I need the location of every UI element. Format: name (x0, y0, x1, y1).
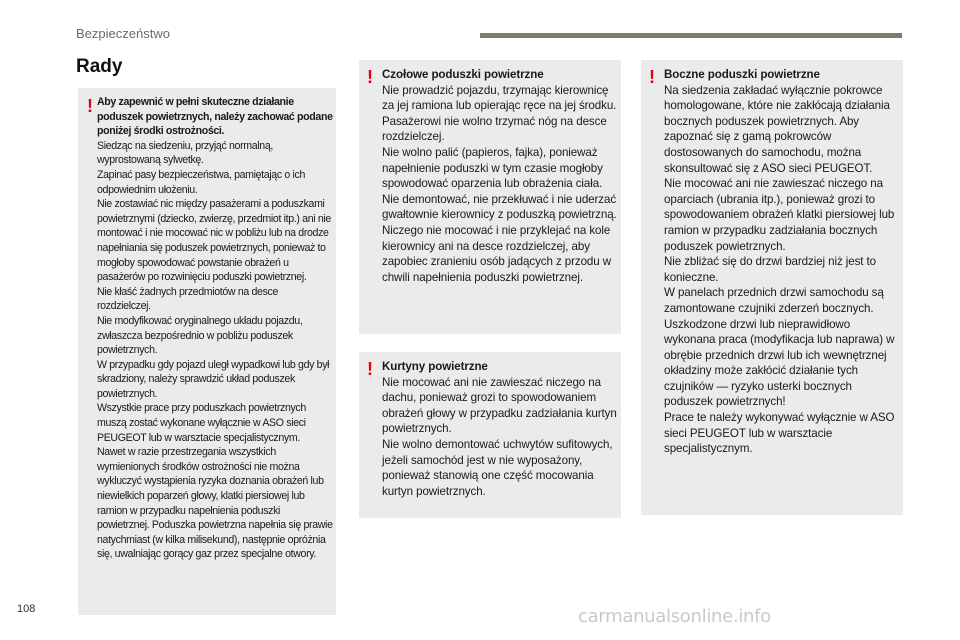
front-airbags-content (382, 67, 618, 285)
watermark: carmanualsonline.info (578, 606, 771, 627)
curtain-airbags-title: Kurtyny powietrzne (382, 360, 488, 373)
page-number: 108 (17, 603, 36, 615)
page-title: Rady (76, 56, 123, 77)
side-airbags-content (664, 67, 900, 457)
front-airbags-box (359, 60, 621, 334)
header-divider-bar (480, 33, 902, 38)
front-airbags-text: Nie prowadzić pojazdu, trzymając kierownicę za jej ramiona lub opierając ręce na jej środku. Pasażerowi nie wolno trzymać nóg na desce rozdzielczej. Nie wolno palić (papieros, fajka), ponieważ napełnienie poduszki w tym czasie mogłoby spowodować oparzenia lub obrażenia ciała. Nie demontować, nie przekłuwać i nie uderzać gwałtownie kierownicy z poduszką powietrzną. Niczego nie mocować i nie przyklejać na kole kierownicy ani na desce rozdzielczej, aby zapobiec zranieniu osób jadących z przodu w chwili napełnienia poduszki powietrznej. (382, 83, 617, 284)
warning-icon: ! (367, 67, 373, 87)
main-warning-text: Siedząc na siedzeniu, przyjąć normalną, wyprostowaną sylwetkę. Zapinać pasy bezpieczeństwa, pamiętając o ich odpowiednim ułożeniu. Nie zostawiać nic między pasażerami a poduszkami powietrznymi (dziecko, zwierzę, przedmiot itp.) ani nie montować i nie mocować nic w pobliżu lub na drodze napełniania się poduszek powietrznych, ponieważ to mogłoby spowodować powstanie obrażeń u pasażerów po rozwinięciu poduszki powietrznej. Nie kłaść żadnych przedmiotów na desce rozdzielczej. Nie modyfikować oryginalnego układu pojazdu, zwłaszcza bezpośrednio w pobliżu poduszek powietrznych. W przypadku gdy pojazd uległ wypadkowi lub gdy był skradziony, należy sprawdzić układ poduszek powietrznych. Wszystkie prace przy poduszkach powietrznych muszą zostać wykonane wyłącznie w ASO sieci PEUGEOT lub w warsztacie specjalistycznym. Nawet w razie przestrzegania wszystkich wymienionych środków ostrożności nie można wykluczyć wystąpienia ryzyka doznania obrażeń lub niewielkich poparzeń głowy, klatki piersiowej lub ramion w przypadku napełnienia poduszki powietrznej. Poduszka powietrzna napełnia się prawie natychmiast (w kilka milisekund), następnie opróżnia się, uwalniając gorący gaz przez specjalne otwory. (97, 139, 333, 561)
side-airbags-title: Boczne poduszki powietrzne (664, 68, 820, 81)
curtain-airbags-box (359, 352, 621, 518)
curtain-airbags-content (382, 359, 618, 499)
warning-icon: ! (367, 359, 373, 379)
curtain-airbags-text: Nie mocować ani nie zawieszać niczego na dachu, ponieważ grozi to spowodowaniem obrażeń głowy w przypadku zadziałania kurtyn powietrznych. Nie wolno demontować uchwytów sufitowych, jeżeli samochód jest w nie wyposażony, ponieważ stanowią one część mocowania kurtyn powietrznych. (382, 375, 617, 498)
warning-icon: ! (649, 67, 655, 87)
side-airbags-text: Na siedzenia zakładać wyłącznie pokrowce homologowane, które nie zakłócają działania bocznych poduszek powietrznych. Aby zapoznać się z gamą pokrowców dostosowanych do samochodu, można skonsultować się z ASO sieci PEUGEOT. Nie mocować ani nie zawieszać niczego na oparciach (ubrania itp.), ponieważ grozi to spowodowaniem obrażeń klatki piersiowej lub ramion w przypadku zadziałania bocznych poduszek powietrznych. Nie zbliżać się do drzwi bardziej niż jest to konieczne. W panelach przednich drzwi samochodu są zamontowane czujniki zderzeń bocznych. Uszkodzone drzwi lub nieprawidłowo wykonana praca (modyfikacja lub naprawa) w obrębie przednich drzwi lub ich wewnętrznej okładziny może zakłócić działanie tych czujników — ryzyko usterki bocznych poduszek powietrznych! Prace te należy wykonywać wyłącznie w ASO sieci PEUGEOT lub w warsztacie specjalistycznym. (664, 83, 895, 456)
side-airbags-box (641, 60, 903, 515)
front-airbags-title: Czołowe poduszki powietrzne (382, 68, 544, 81)
main-warning-box (78, 88, 336, 615)
section-label: Bezpieczeństwo (76, 26, 170, 41)
main-warning-content (97, 95, 333, 562)
warning-icon: ! (87, 96, 93, 116)
main-warning-title: Aby zapewnić w pełni skuteczne działanie poduszek powietrznych, należy zachować podane poniżej środki ostrożności. (97, 96, 333, 138)
